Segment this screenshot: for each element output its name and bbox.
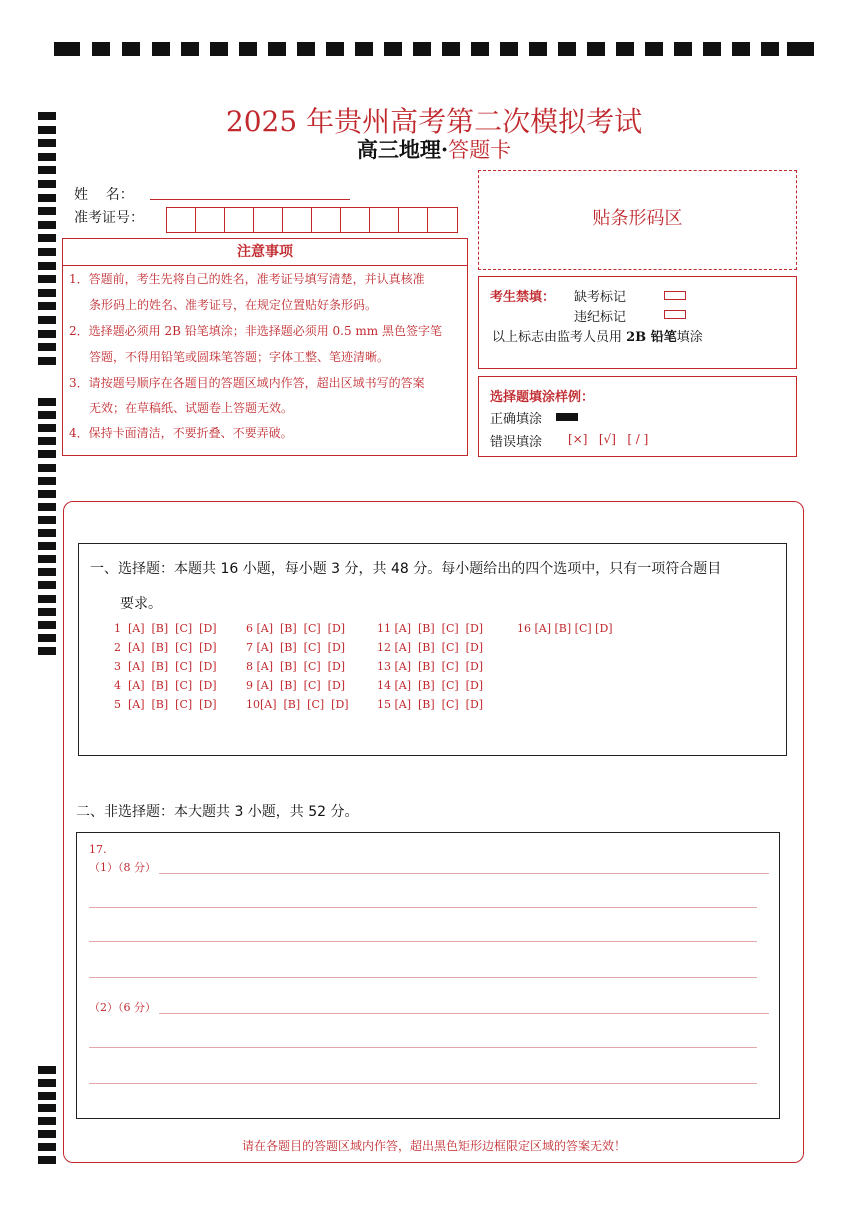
examiner-only-box (478, 276, 797, 369)
timing-mark (54, 42, 80, 56)
timing-mark (38, 330, 56, 338)
timing-mark (38, 1156, 56, 1164)
timing-mark (38, 450, 56, 458)
timing-mark (616, 42, 634, 56)
violation-label: 违纪标记 (574, 310, 627, 325)
notice-item-1: 1．答题前，考生先将自己的姓名，准考证号填写清楚，并认真核准 (69, 272, 425, 286)
timing-mark (500, 42, 518, 56)
timing-mark (38, 555, 56, 563)
timing-mark (38, 234, 56, 242)
essay-box-17 (76, 832, 780, 1119)
timing-mark (558, 42, 576, 56)
id-number-boxes[interactable] (166, 207, 458, 233)
id-digit-box[interactable] (283, 208, 312, 232)
timing-mark (38, 529, 56, 537)
timing-mark (268, 42, 286, 56)
id-digit-box[interactable] (196, 208, 225, 232)
timing-mark (38, 275, 56, 283)
timing-mark (38, 1092, 56, 1100)
answer-line[interactable] (89, 941, 757, 942)
timing-mark (297, 42, 315, 56)
ban-note (492, 326, 703, 345)
timing-mark (239, 42, 257, 56)
timing-mark (38, 477, 56, 485)
timing-mark (326, 42, 344, 56)
timing-mark (38, 248, 56, 256)
answer-line[interactable] (89, 1047, 757, 1048)
id-digit-box[interactable] (428, 208, 457, 232)
ban-note-suffix: 填涂 (676, 330, 703, 345)
id-digit-box[interactable] (254, 208, 283, 232)
timing-mark (761, 42, 779, 56)
notice-title: 注意事项 (63, 239, 467, 266)
mcq-question-12[interactable]: 12 [A] [B] [C] [D] (377, 641, 484, 654)
timing-mark (38, 316, 56, 324)
mcq-question-1[interactable]: 1 [A] [B] [C] [D] (114, 622, 217, 635)
timing-mark (181, 42, 199, 56)
notice-item-1-cont: 条形码上的姓名、准考证号，在规定位置贴好条形码。 (89, 298, 378, 312)
question-17-number: 17. (89, 843, 107, 856)
answer-line[interactable] (89, 907, 757, 908)
timing-mark (38, 568, 56, 576)
subtitle-separator: · (440, 137, 449, 162)
answer-line[interactable] (89, 1083, 757, 1084)
mcq-question-16[interactable]: 16 [A] [B] [C] [D] (517, 622, 613, 635)
timing-mark (355, 42, 373, 56)
timing-marks-top (54, 42, 814, 56)
mcq-question-8[interactable]: 8 [A] [B] [C] [D] (246, 660, 346, 673)
timing-mark (38, 398, 56, 406)
correct-label: 正确填涂 (490, 412, 543, 427)
id-digit-box[interactable] (225, 208, 254, 232)
answer-line[interactable] (159, 1013, 769, 1014)
timing-mark (38, 302, 56, 310)
timing-mark (38, 595, 56, 603)
wrong-fill-samples: [×] [√] [ / ] (568, 432, 649, 446)
timing-mark (38, 464, 56, 472)
mcq-question-3[interactable]: 3 [A] [B] [C] [D] (114, 660, 217, 673)
timing-mark (38, 608, 56, 616)
timing-mark (587, 42, 605, 56)
answer-line[interactable] (159, 873, 769, 874)
timing-mark (38, 289, 56, 297)
timing-mark (38, 221, 56, 229)
wrong-label: 错误填涂 (490, 435, 543, 450)
notice-box (62, 238, 468, 456)
id-digit-box[interactable] (399, 208, 428, 232)
mcq-question-13[interactable]: 13 [A] [B] [C] [D] (377, 660, 484, 673)
mcq-question-7[interactable]: 7 [A] [B] [C] [D] (246, 641, 346, 654)
timing-mark (38, 411, 56, 419)
timing-mark (38, 166, 56, 174)
timing-mark (38, 621, 56, 629)
ban-title: 考生禁填： (490, 290, 556, 305)
sample-title: 选择题填涂样例： (490, 390, 595, 405)
timing-mark (38, 1066, 56, 1074)
timing-mark (645, 42, 663, 56)
notice-item-4: 4．保持卡面清洁，不要折叠、不要弄破。 (69, 426, 293, 440)
timing-mark (210, 42, 228, 56)
timing-mark (38, 634, 56, 642)
question-17-part-2: （2）（6 分） (89, 1001, 156, 1014)
name-label: 姓 名： (74, 187, 134, 203)
timing-mark (38, 542, 56, 550)
timing-mark (38, 1104, 56, 1112)
essay-section-title: 二、非选择题：本大题共 3 小题，共 52 分。 (76, 804, 359, 820)
timing-mark (38, 207, 56, 215)
timing-mark (38, 180, 56, 188)
fill-sample-box (478, 376, 797, 457)
mcq-question-10[interactable]: 10[A] [B] [C] [D] (246, 698, 349, 711)
footnote: 请在各题目的答题区域内作答，超出黑色矩形边框限定区域的答案无效！ (241, 1139, 626, 1153)
mcq-title: 一、选择题：本题共 16 小题，每小题 3 分，共 48 分。每小题给出的四个选项中，只有一项符合题目 (90, 561, 722, 577)
timing-mark (38, 1117, 56, 1125)
timing-mark (38, 581, 56, 589)
mcq-question-11[interactable]: 11 [A] [B] [C] [D] (377, 622, 484, 635)
mcq-question-6[interactable]: 6 [A] [B] [C] [D] (246, 622, 346, 635)
timing-mark (38, 194, 56, 202)
timing-mark (38, 437, 56, 445)
notice-item-2: 2．选择题必须用 2B 铅笔填涂；非选择题必须用 0.5 mm 黑色签字笔 (69, 324, 443, 338)
timing-mark (38, 1079, 56, 1087)
timing-mark (38, 357, 56, 365)
timing-mark (703, 42, 721, 56)
page-subtitle (0, 134, 868, 164)
page-title: 2025 年贵州高考第二次模拟考试 (225, 105, 643, 138)
subtitle-subject: 高三地理 (356, 137, 441, 162)
timing-mark (471, 42, 489, 56)
timing-mark (38, 490, 56, 498)
timing-mark (38, 647, 56, 655)
mcq-question-4[interactable]: 4 [A] [B] [C] [D] (114, 679, 217, 692)
subtitle-card: 答题卡 (448, 138, 512, 162)
timing-mark (384, 42, 402, 56)
timing-mark (38, 516, 56, 524)
timing-mark (38, 424, 56, 432)
notice-item-3: 3．请按题号顺序在各题目的答题区域内作答，超出区域书写的答案 (69, 376, 425, 390)
ban-note-prefix: 以上标志由监考人员用 (492, 330, 627, 345)
timing-mark (92, 42, 110, 56)
barcode-area: 贴条形码区 (478, 170, 797, 270)
id-label: 准考证号： (74, 210, 144, 226)
timing-mark (732, 42, 750, 56)
mcq-question-5[interactable]: 5 [A] [B] [C] [D] (114, 698, 217, 711)
question-17-part-1: （1）（8 分） (89, 861, 156, 874)
mcq-question-2[interactable]: 2 [A] [B] [C] [D] (114, 641, 217, 654)
absent-mark[interactable] (664, 291, 686, 300)
timing-marks-left-middle (38, 398, 56, 658)
timing-mark (152, 42, 170, 56)
timing-mark (38, 503, 56, 511)
ban-note-bold: 2B 铅笔 (626, 330, 677, 345)
mcq-question-14[interactable]: 14 [A] [B] [C] [D] (377, 679, 484, 692)
name-field[interactable] (150, 199, 350, 200)
id-digit-box[interactable] (370, 208, 399, 232)
timing-mark (413, 42, 431, 56)
timing-mark (529, 42, 547, 56)
timing-mark (122, 42, 140, 56)
timing-mark (787, 42, 814, 56)
notice-item-2-cont: 答题，不得用铅笔或圆珠笔答题；字体工整、笔迹清晰。 (89, 350, 390, 364)
id-digit-box[interactable] (341, 208, 370, 232)
answer-line[interactable] (89, 977, 757, 978)
timing-mark (38, 262, 56, 270)
violation-mark[interactable] (664, 310, 686, 319)
timing-mark (38, 343, 56, 351)
mcq-question-9[interactable]: 9 [A] [B] [C] [D] (246, 679, 346, 692)
id-digit-box[interactable] (312, 208, 341, 232)
timing-mark (442, 42, 460, 56)
mcq-title-cont: 要求。 (120, 596, 162, 612)
mcq-question-15[interactable]: 15 [A] [B] [C] [D] (377, 698, 484, 711)
timing-mark (674, 42, 692, 56)
notice-item-3-cont: 无效；在草稿纸、试题卷上答题无效。 (89, 401, 294, 415)
absent-label: 缺考标记 (574, 290, 627, 305)
id-digit-box[interactable] (167, 208, 196, 232)
correct-fill-sample (556, 413, 578, 421)
